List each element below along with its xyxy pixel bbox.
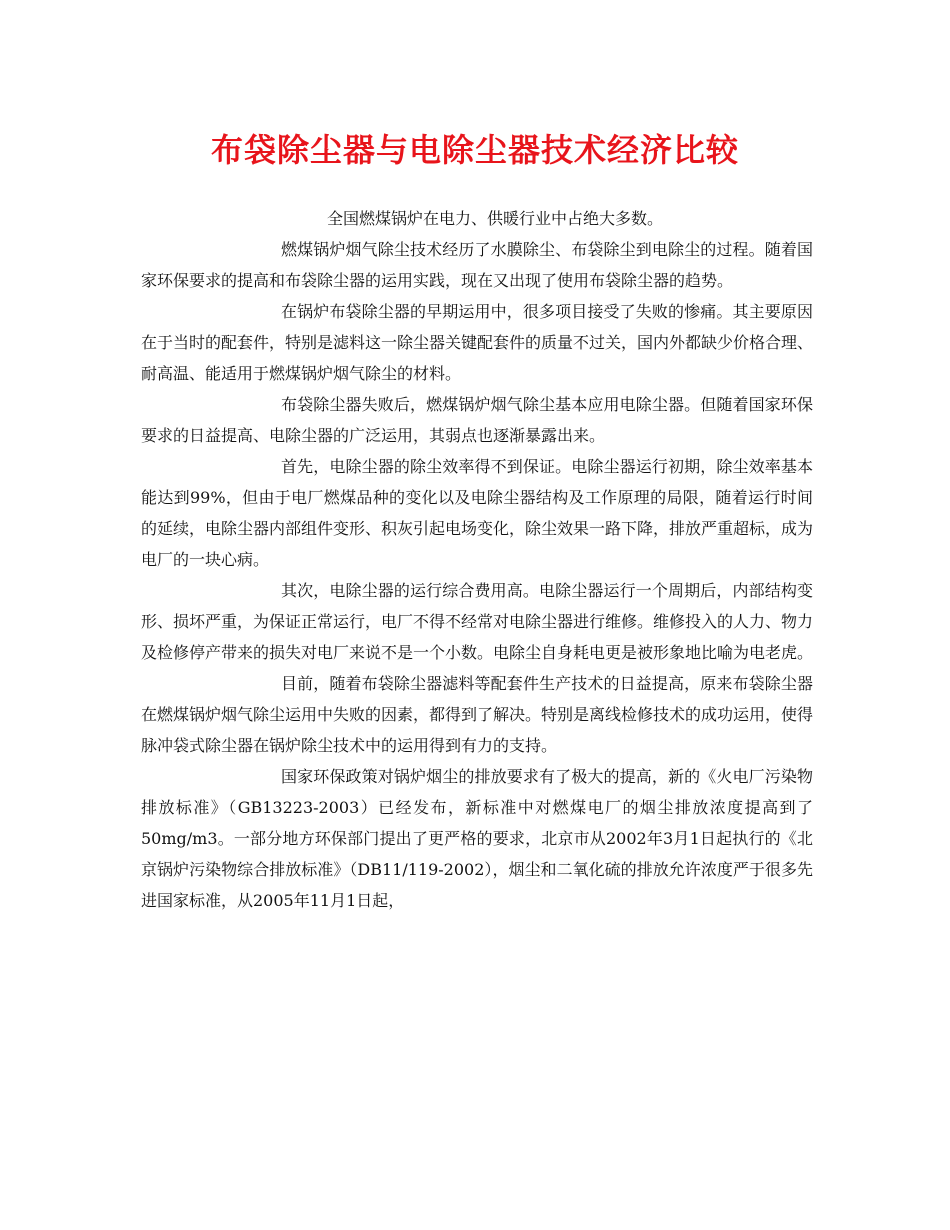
paragraph-operating-cost: 其次，电除尘器的运行综合费用高。电除尘器运行一个周期后，内部结构变形、损坏严重，为保证正常运行，电厂不得不经常对电除尘器进行维修。维修投入的人力、物力及检修停产带来的损失对电厂来说不是一个小数。电除尘自身耗电更是被形象地比喻为电老虎。	[141, 581, 814, 662]
paragraph-intro: 全国燃煤锅炉在电力、供暖行业中占绝大多数。	[327, 209, 664, 228]
paragraph-standards: 国家环保政策对锅炉烟尘的排放要求有了极大的提高，新的《火电厂污染物排放标准》（GB13223-2003）已经发布，新标准中对燃煤电厂的烟尘排放浓度提高到了50mg/m3。一部分地方环保部门提出了更严格的要求，北京市从2002年3月1日起执行的《北京锅炉污染物综合排放标准》（DB11/119-2002），烟尘和二氧化硫的排放允许浓度严于很多先进国家标准，从2005年11月1日起，	[141, 767, 813, 910]
document-body	[141, 203, 813, 916]
paragraph-early-failure: 在锅炉布袋除尘器的早期运用中，很多项目接受了失败的惨痛。其主要原因在于当时的配套件，特别是滤料这一除尘器关键配套件的质量不过关，国内外都缺少价格合理、耐高温、能适用于燃煤锅炉烟气除尘的材料。	[141, 302, 814, 383]
document-title: 布袋除尘器与电除尘器技术经济比较	[210, 131, 739, 169]
paragraph-efficiency: 首先，电除尘器的除尘效率得不到保证。电除尘器运行初期，除尘效率基本能达到99%，但由于电厂燃煤品种的变化以及电除尘器结构及工作原理的局限，随着运行时间的延续，电除尘器内部组件变形、积灰引起电场变化，除尘效果一路下降，排放严重超标，成为电厂的一块心病。	[141, 457, 814, 569]
paragraph-history: 燃煤锅炉烟气除尘技术经历了水膜除尘、布袋除尘到电除尘的过程。随着国家环保要求的提高和布袋除尘器的运用实践，现在又出现了使用布袋除尘器的趋势。	[141, 240, 813, 290]
paragraph-current-tech: 目前，随着布袋除尘器滤料等配套件生产技术的日益提高，原来布袋除尘器在燃煤锅炉烟气除尘运用中失败的因素，都得到了解决。特别是离线检修技术的成功运用，使得脉冲袋式除尘器在锅炉除尘技术中的运用得到有力的支持。	[141, 674, 814, 755]
paragraph-electrostatic-adoption: 布袋除尘器失败后，燃煤锅炉烟气除尘基本应用电除尘器。但随着国家环保要求的日益提高、电除尘器的广泛运用，其弱点也逐渐暴露出来。	[141, 395, 813, 445]
